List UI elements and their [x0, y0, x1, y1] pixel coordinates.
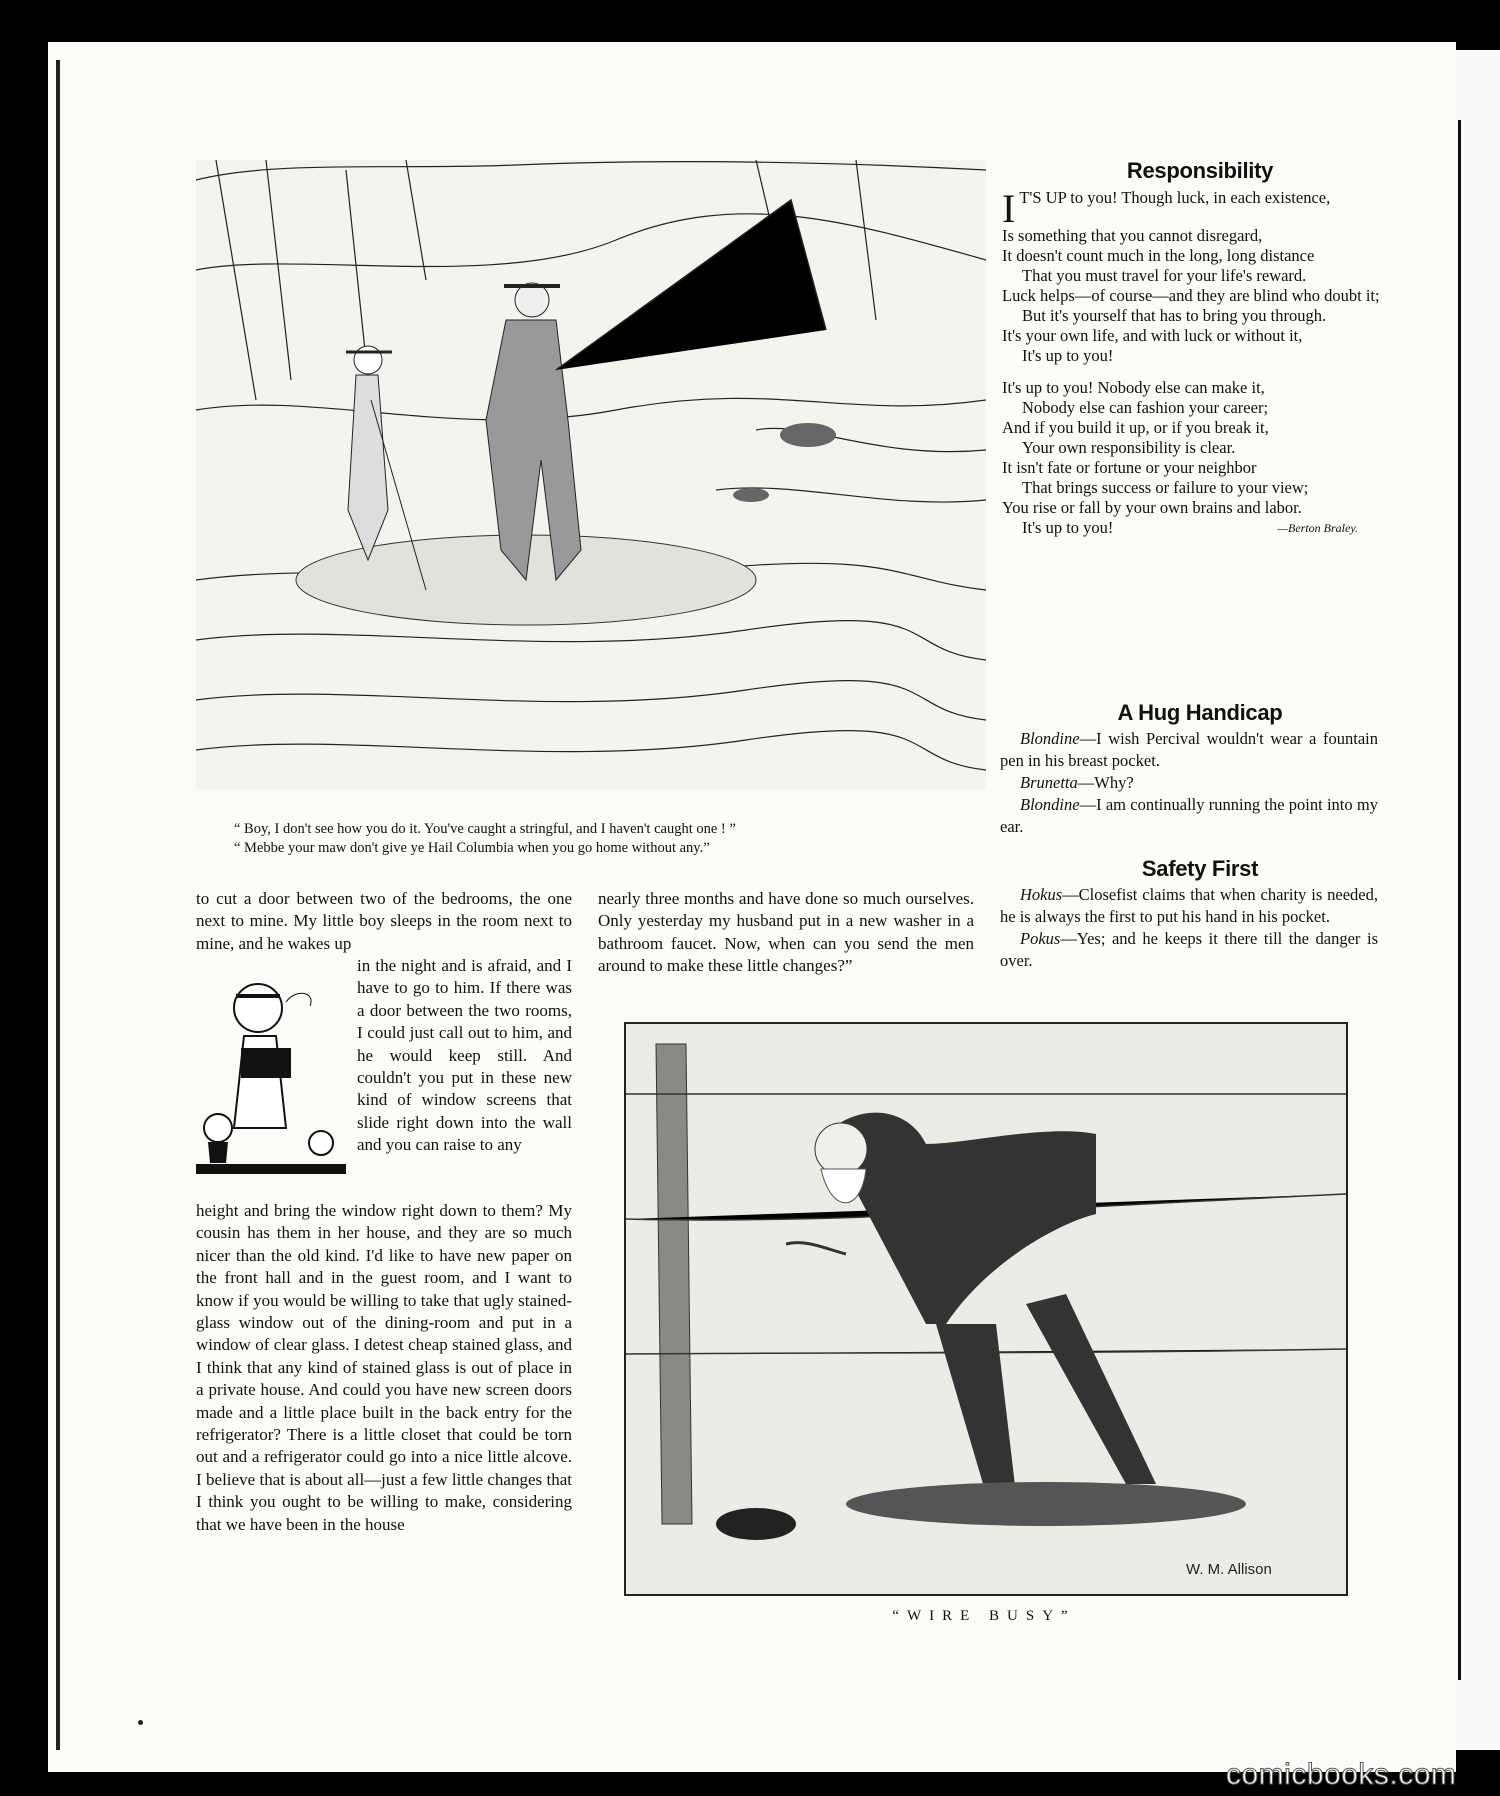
cartoon-family-drawing	[196, 978, 346, 1180]
letter-col1-beside	[357, 955, 572, 1157]
cartoon-family-vignette	[196, 978, 346, 1180]
letter-col1-bottom	[196, 1200, 572, 1536]
poem-title: Responsibility	[1126, 158, 1274, 183]
poem-line: That brings success or failure to your view;	[1022, 478, 1309, 497]
speaker: Brunetta	[1020, 773, 1078, 792]
dialogue-line	[1000, 884, 1378, 928]
poem-line: But it's yourself that has to bring you through.	[1022, 306, 1327, 325]
safety-first-title: Safety First	[1141, 856, 1259, 881]
poem-line: And if you build it up, or if you break it,	[1002, 418, 1269, 437]
hug-handicap-dialogue	[1000, 728, 1378, 838]
letter-col2	[598, 888, 974, 978]
letter-text: height and bring the window right down to them? My cousin has them in her house, and they are so much nicer than the old kind. I'd like to have new paper on the front hall and in the guest room, and I want to know if you would be willing to take that ugly stained-glass window out of the dining-room and put in a window of clear glass. I detest cheap stained glass, and I think that any kind of stained glass is out of place in a private house. And could you have new screen doors made and a little place built in the back entry for the refrigerator? There is a little closet that could be torn out and a refrigerator could go into a nice little alcove. I believe that is about all—just a few little changes that I think you ought to be willing to make, considering that we have been in the house	[196, 1201, 572, 1534]
speaker: Blondine	[1020, 795, 1080, 814]
poem-last-line	[1002, 518, 1380, 538]
letter-text: nearly three months and have done so much ourselves. Only yesterday my husband put in a new washer in a bathroom faucet. Now, when can you send the men around to make these little changes?”	[598, 889, 974, 976]
poem-signature: —Berton Braley.	[1277, 521, 1358, 535]
caption-line-2: “ Mebbe your maw don't give ye Hail Columbia when you go home without any.”	[234, 840, 710, 856]
dialogue-text: —Why?	[1077, 773, 1134, 792]
letter-text: in the night and is afraid, and I have to go to him. If there was a door between the two rooms, I could just call out to him, and he would keep still. And couldn't you put in these new kind of window screens that slide right down into the wall and you can raise to any	[357, 956, 572, 1155]
poem-line: It isn't fate or fortune or your neighbor	[1002, 458, 1257, 477]
poem-line: Nobody else can fashion your career;	[1022, 398, 1269, 417]
poem-line: Luck helps—of course—and they are blind who doubt it;	[1002, 286, 1380, 305]
speaker: Blondine	[1020, 729, 1080, 748]
dialogue-line	[1000, 794, 1378, 838]
letter-col1-top	[196, 888, 572, 955]
dialogue-line	[1000, 728, 1378, 772]
fishing-illustration-drawing	[196, 160, 986, 790]
watermark: comicbooks.com	[1226, 1758, 1457, 1791]
poem-line: Is something that you cannot disregard,	[1002, 226, 1263, 245]
poem-line: It's up to you!	[1022, 346, 1114, 365]
dialogue-line	[1000, 928, 1378, 972]
wire-busy-caption: “WIRE BUSY”	[892, 1608, 1076, 1624]
poem-line: It's up to you! Nobody else can make it,	[1002, 378, 1265, 397]
wire-busy-illustration	[624, 1022, 1348, 1596]
poem-line: Your own responsibility is clear.	[1022, 438, 1236, 457]
poem-line: It's up to you!	[1022, 518, 1114, 537]
poem-first-line	[1002, 186, 1380, 231]
letter-text: to cut a door between two of the bedrooms, the one next to mine. My little boy sleeps in the room next to mine, and he wakes up	[196, 889, 572, 953]
dialogue-text: —I am continually running the point into my ear.	[1000, 795, 1378, 836]
right-edge-line	[1458, 120, 1461, 1680]
right-edge	[1456, 50, 1500, 1750]
poem-line: T'S UP to you! Though luck, in each existence,	[1019, 188, 1331, 207]
poem-line: It doesn't count much in the long, long distance	[1002, 246, 1315, 265]
poem-line: You rise or fall by your own brains and labor.	[1002, 498, 1302, 517]
artist-signature: W. M. Allison	[1186, 1561, 1272, 1578]
illustration-caption	[234, 820, 954, 858]
poem-line: That you must travel for your life's reward.	[1022, 266, 1307, 285]
speaker: Pokus	[1020, 929, 1061, 948]
wire-busy-drawing	[626, 1024, 1346, 1594]
dialogue-text: —Yes; and he keeps it there till the danger is over.	[1000, 929, 1378, 970]
dialogue-text: —I wish Percival wouldn't wear a fountain pen in his breast pocket.	[1000, 729, 1378, 770]
poem-body	[1002, 188, 1380, 538]
dialogue-line	[1000, 772, 1378, 794]
speaker: Hokus	[1020, 885, 1063, 904]
safety-first-dialogue	[1000, 884, 1378, 972]
left-margin-rule	[56, 60, 60, 1750]
caption-line-1: “ Boy, I don't see how you do it. You've caught a stringful, and I haven't caught one ! ”	[234, 821, 736, 837]
hug-handicap-title: A Hug Handicap	[1117, 700, 1283, 725]
fishing-illustration	[196, 160, 986, 790]
dialogue-text: —Closefist claims that when charity is needed, he is always the first to put his hand in his pocket.	[1000, 885, 1378, 926]
poem-line: It's your own life, and with luck or without it,	[1002, 326, 1303, 345]
drop-cap: I	[1002, 186, 1016, 231]
stray-mark	[138, 1720, 143, 1725]
